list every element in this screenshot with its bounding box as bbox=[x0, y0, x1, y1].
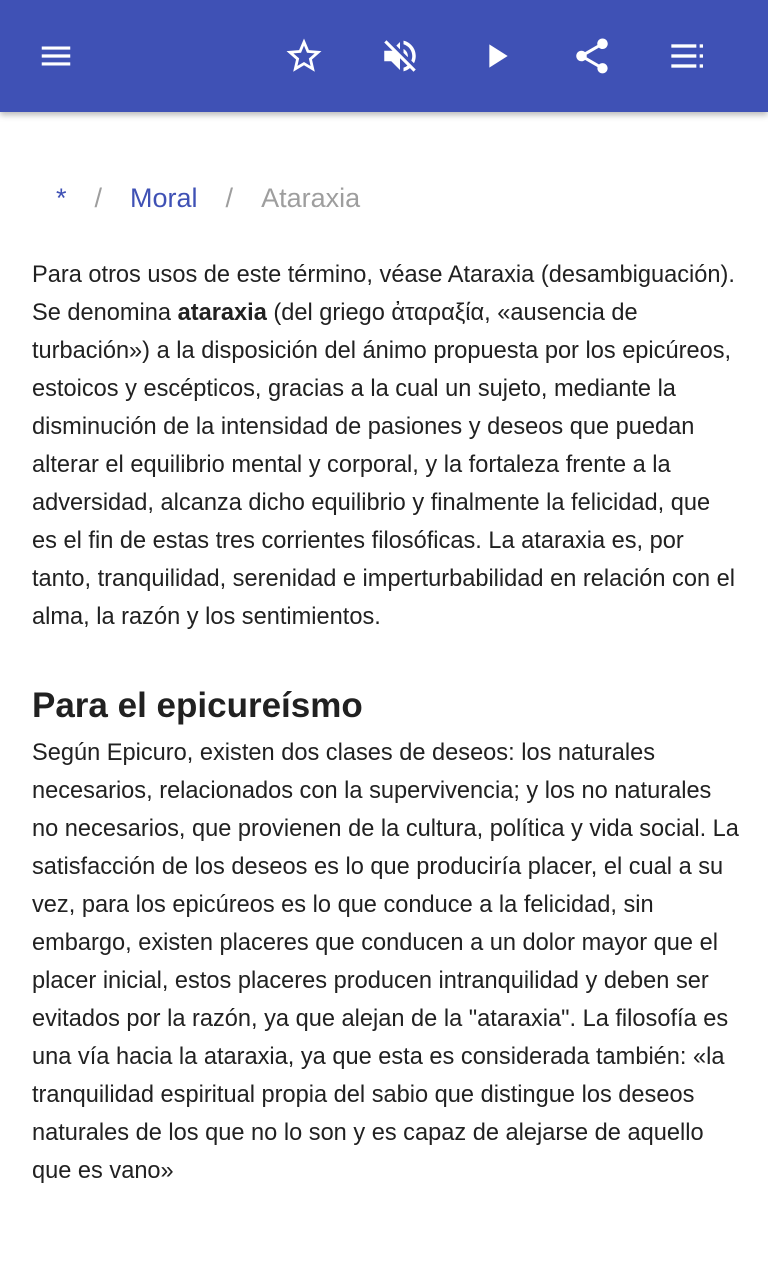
volume-off-icon bbox=[379, 35, 421, 77]
breadcrumb-separator: / bbox=[225, 183, 234, 213]
breadcrumb-current: Ataraxia bbox=[261, 183, 361, 213]
sound-toggle-button[interactable] bbox=[368, 24, 432, 88]
intro-text: (del griego ἀταραξία, «ausencia de turbación») a la disposición del ánimo propuesta por los epicúreos, estoicos y escépticos, gracias a la cual un sujeto, mediante la disminución de la intensidad de pasiones y deseos que puedan alterar el equilibrio mental y corporal, y la fortaleza frente a la adversidad, alcanza dicho equilibrio y finalmente la felicidad, que es el fin de estas tres corrientes filosóficas. La ataraxia es, por tanto, tranquilidad, serenidad e imperturbabilidad en relación con el alma, la razón y los sentimientos. bbox=[32, 300, 736, 630]
article-content bbox=[0, 112, 768, 1280]
hamburger-menu-icon bbox=[37, 37, 75, 75]
play-button[interactable] bbox=[464, 24, 528, 88]
table-of-contents-button[interactable] bbox=[656, 24, 720, 88]
breadcrumb-root-link[interactable]: * bbox=[56, 183, 67, 213]
star-outline-icon bbox=[283, 35, 325, 77]
breadcrumb bbox=[56, 182, 360, 214]
article-body bbox=[32, 256, 740, 1190]
favorite-button[interactable] bbox=[272, 24, 336, 88]
breadcrumb-category-link[interactable]: Moral bbox=[130, 183, 198, 213]
share-icon bbox=[571, 35, 613, 77]
breadcrumb-separator: / bbox=[94, 183, 103, 213]
intro-prefix: Se denomina bbox=[32, 300, 178, 326]
menu-button[interactable] bbox=[24, 24, 88, 88]
intro-paragraph bbox=[32, 294, 740, 636]
play-icon bbox=[476, 36, 516, 76]
intro-term: ataraxia bbox=[177, 300, 267, 326]
section-paragraph: Según Epicuro, existen dos clases de deseos: los naturales necesarios, relacionados con la supervivencia; y los no naturales no necesarios, que provienen de la cultura, política y vida social. La satisfacción de los deseos es lo que produciría placer, el cual a su vez, para los epicúreos es lo que conduce a la felicidad, sin embargo, existen placeres que conducen a un dolor mayor que el placer inicial, estos placeres producen intranquilidad y deben ser evitados por la razón, ya que alejan de la "ataraxia". La filosofía es una vía hacia la ataraxia, ya que esta es considerada también: «la tranquilidad espiritual propia del sabio que distingue los deseos naturales de los que no lo son y es capaz de alejarse de aquello que es vano» bbox=[32, 740, 739, 1184]
list-menu-icon bbox=[668, 36, 708, 76]
app-toolbar bbox=[0, 0, 768, 112]
disambiguation-note: Para otros usos de este término, véase Ataraxia (desambiguación). bbox=[32, 262, 735, 288]
share-button[interactable] bbox=[560, 24, 624, 88]
section-heading: Para el epicureísmo bbox=[32, 686, 363, 725]
